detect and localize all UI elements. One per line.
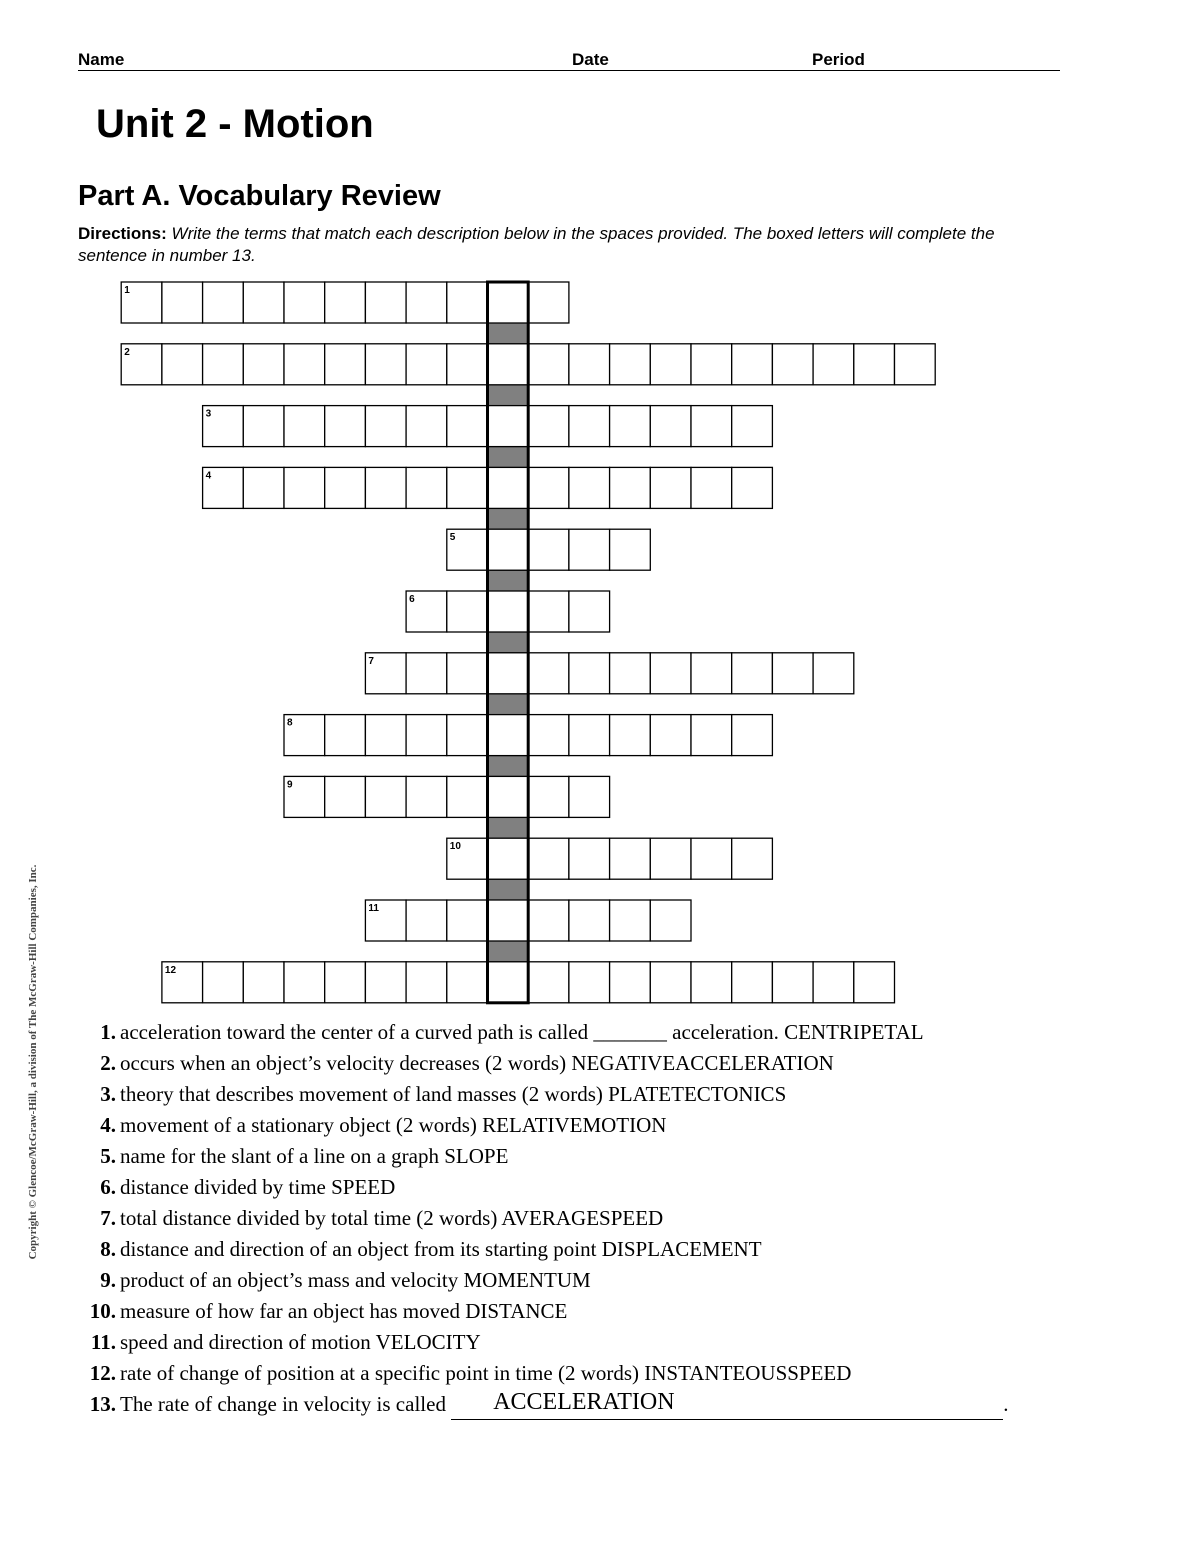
crossword-cell[interactable] <box>772 962 813 1003</box>
clue-item <box>78 1017 1008 1048</box>
crossword-cell[interactable] <box>406 344 447 385</box>
sentence-end: . <box>1003 1392 1009 1416</box>
crossword-cell[interactable] <box>569 962 610 1003</box>
clue-number: 9. <box>100 1268 116 1292</box>
clue-text: speed and direction of motion VELOCITY <box>120 1330 481 1354</box>
crossword-cell[interactable] <box>610 406 651 447</box>
crossword-cell[interactable] <box>732 344 773 385</box>
clue-number: 4. <box>100 1113 116 1137</box>
crossword-cell[interactable] <box>284 282 325 323</box>
crossword-cell[interactable] <box>447 282 488 323</box>
crossword-cell[interactable] <box>447 591 488 632</box>
section-title: Part A. Vocabulary Review <box>78 180 441 212</box>
crossword-cell[interactable] <box>406 962 447 1003</box>
clue-item <box>78 1172 1008 1203</box>
clue-number: 1. <box>100 1020 116 1044</box>
clue-number: 8. <box>100 1237 116 1261</box>
crossword-cell[interactable] <box>488 653 529 694</box>
crossword-cell[interactable] <box>895 344 936 385</box>
student-info-header <box>78 50 1060 71</box>
crossword-cell[interactable] <box>284 406 325 447</box>
shaded-connector <box>488 570 529 591</box>
clue-item <box>78 1110 1008 1141</box>
clue-text: occurs when an object’s velocity decreases (2 words) NEGATIVEACCELERATION <box>120 1051 834 1075</box>
crossword-cell[interactable] <box>406 282 447 323</box>
shaded-connector <box>488 323 529 344</box>
crossword-cell[interactable] <box>650 406 691 447</box>
cell-number: 2 <box>124 346 130 358</box>
crossword-cell[interactable] <box>406 900 447 941</box>
directions-text: Write the terms that match each description below in the spaces provided. The boxed letters will complete the sentence in number 13. <box>78 224 995 265</box>
shaded-connector <box>488 385 529 406</box>
crossword-cell[interactable] <box>528 962 569 1003</box>
crossword-cell[interactable] <box>488 715 529 756</box>
clue-text: measure of how far an object has moved DISTANCE <box>120 1299 568 1323</box>
crossword-cell[interactable] <box>650 653 691 694</box>
crossword-cell[interactable] <box>610 529 651 570</box>
crossword-cell[interactable] <box>732 406 773 447</box>
crossword-cell[interactable] <box>569 900 610 941</box>
crossword-cell[interactable] <box>650 962 691 1003</box>
clue-text: total distance divided by total time (2 words) AVERAGESPEED <box>120 1206 664 1230</box>
clue-item <box>78 1358 1008 1389</box>
clue-text: theory that describes movement of land masses (2 words) PLATETECTONICS <box>120 1082 787 1106</box>
crossword-cell[interactable] <box>406 653 447 694</box>
date-label: Date <box>572 50 609 69</box>
crossword-cell[interactable] <box>569 406 610 447</box>
crossword-cell[interactable] <box>243 406 284 447</box>
crossword-cell[interactable] <box>569 715 610 756</box>
clue-item <box>78 1203 1008 1234</box>
clue-number: 2. <box>100 1051 116 1075</box>
crossword-cell[interactable] <box>528 529 569 570</box>
crossword-cell[interactable] <box>854 962 895 1003</box>
shaded-connector <box>488 694 529 715</box>
crossword-cell[interactable] <box>691 653 732 694</box>
crossword-cell[interactable] <box>243 344 284 385</box>
clue-number: 10. <box>89 1299 116 1323</box>
crossword-cell[interactable] <box>447 776 488 817</box>
cell-number: 4 <box>205 470 212 482</box>
crossword-cell[interactable] <box>447 406 488 447</box>
cell-number: 9 <box>287 779 293 791</box>
crossword-cell[interactable] <box>569 591 610 632</box>
crossword-cell[interactable] <box>325 962 366 1003</box>
crossword-cell[interactable] <box>528 282 569 323</box>
crossword-cell[interactable] <box>447 653 488 694</box>
crossword-cell[interactable] <box>569 529 610 570</box>
clue-item <box>78 1048 1008 1079</box>
crossword-cell[interactable] <box>325 282 366 323</box>
crossword-cell[interactable] <box>610 715 651 756</box>
directions-label: Directions: <box>78 224 167 243</box>
cell-number: 5 <box>449 532 456 544</box>
crossword-cell[interactable] <box>650 838 691 879</box>
crossword-cell[interactable] <box>488 962 529 1003</box>
crossword-cell[interactable] <box>569 776 610 817</box>
crossword-cell[interactable] <box>406 715 447 756</box>
crossword-cell[interactable] <box>284 962 325 1003</box>
crossword-cell[interactable] <box>813 653 854 694</box>
crossword-cell[interactable] <box>528 591 569 632</box>
clue-text: movement of a stationary object (2 words) RELATIVEMOTION <box>120 1113 667 1137</box>
crossword-cell[interactable] <box>488 591 529 632</box>
shaded-connector <box>488 447 529 468</box>
crossword-cell[interactable] <box>650 900 691 941</box>
crossword-cell[interactable] <box>162 282 203 323</box>
crossword-cell[interactable] <box>732 715 773 756</box>
clue-list <box>78 1017 1008 1420</box>
cell-number: 8 <box>287 717 293 729</box>
crossword-cell[interactable] <box>569 344 610 385</box>
clue-number: 3. <box>100 1082 116 1106</box>
shaded-connector <box>488 756 529 777</box>
clue-item <box>78 1327 1008 1358</box>
clue-number: 13. <box>89 1392 116 1416</box>
cell-number: 3 <box>205 408 212 420</box>
crossword-cell[interactable] <box>325 344 366 385</box>
clue-text: distance and direction of an object from its starting point DISPLACEMENT <box>120 1237 762 1261</box>
crossword-cell[interactable] <box>243 962 284 1003</box>
crossword-cell[interactable] <box>447 900 488 941</box>
clue-text: name for the slant of a line on a graph SLOPE <box>120 1144 509 1168</box>
crossword-cell[interactable] <box>528 406 569 447</box>
crossword-cell[interactable] <box>528 838 569 879</box>
crossword-cell[interactable] <box>569 653 610 694</box>
shaded-connector <box>488 817 529 838</box>
crossword-cell[interactable] <box>610 344 651 385</box>
clue-number: 5. <box>100 1144 116 1168</box>
crossword-cell[interactable] <box>691 344 732 385</box>
clue-number: 6. <box>100 1175 116 1199</box>
crossword-cell[interactable] <box>447 467 488 508</box>
clue-number: 11. <box>90 1330 116 1354</box>
crossword-cell[interactable] <box>650 467 691 508</box>
period-label: Period <box>812 50 865 69</box>
clue-text: acceleration toward the center of a curved path is called _______ acceleration. CENTRIPETAL <box>120 1020 924 1044</box>
crossword-cell[interactable] <box>610 962 651 1003</box>
crossword-cell[interactable] <box>488 776 529 817</box>
crossword-cell[interactable] <box>365 406 406 447</box>
crossword-cell[interactable] <box>406 406 447 447</box>
crossword-cell[interactable] <box>365 715 406 756</box>
crossword-cell[interactable] <box>488 282 529 323</box>
clue-item-13 <box>78 1389 1008 1420</box>
crossword-cell[interactable] <box>528 344 569 385</box>
crossword-cell[interactable] <box>365 776 406 817</box>
crossword-cell[interactable] <box>243 282 284 323</box>
crossword-cell[interactable] <box>691 715 732 756</box>
crossword-cell[interactable] <box>488 344 529 385</box>
shaded-connector <box>488 632 529 653</box>
shaded-connector <box>488 941 529 962</box>
crossword-cell[interactable] <box>772 653 813 694</box>
directions <box>78 223 1058 267</box>
answer-blank[interactable] <box>451 1389 1003 1420</box>
crossword-cell[interactable] <box>854 344 895 385</box>
shaded-connector <box>488 508 529 529</box>
crossword-cell[interactable] <box>569 838 610 879</box>
clue-number: 7. <box>100 1206 116 1230</box>
crossword-cell[interactable] <box>528 467 569 508</box>
clue-text: rate of change of position at a specific point in time (2 words) INSTANTEOUSSPEED <box>120 1361 852 1385</box>
crossword-cell[interactable] <box>610 467 651 508</box>
cell-number: 7 <box>368 655 374 667</box>
crossword-cell[interactable] <box>732 962 773 1003</box>
crossword-cell[interactable] <box>488 406 529 447</box>
crossword-cell[interactable] <box>488 467 529 508</box>
crossword-cell[interactable] <box>772 344 813 385</box>
crossword-cell[interactable] <box>447 715 488 756</box>
crossword-cell[interactable] <box>325 406 366 447</box>
crossword-cell[interactable] <box>691 406 732 447</box>
cell-number: 10 <box>449 841 461 853</box>
crossword-cell[interactable] <box>243 467 284 508</box>
crossword-cell[interactable] <box>528 776 569 817</box>
clue-text: The rate of change in velocity is called <box>120 1392 452 1416</box>
crossword-cell[interactable] <box>610 900 651 941</box>
crossword-cell[interactable] <box>447 962 488 1003</box>
crossword-cell[interactable] <box>488 900 529 941</box>
copyright-notice: Copyright © Glencoe/McGraw-Hill, a division of The McGraw-Hill Companies, Inc. <box>27 864 39 1260</box>
name-label: Name <box>78 50 125 69</box>
crossword-cell[interactable] <box>203 962 244 1003</box>
clue-item <box>78 1296 1008 1327</box>
crossword-cell[interactable] <box>691 838 732 879</box>
crossword-cell[interactable] <box>691 467 732 508</box>
cell-number: 12 <box>164 964 177 976</box>
answer-text: ACCELERATION <box>493 1389 675 1415</box>
crossword-cell[interactable] <box>365 467 406 508</box>
crossword-cell[interactable] <box>203 282 244 323</box>
clue-number: 12. <box>89 1361 116 1385</box>
crossword-cell[interactable] <box>569 467 610 508</box>
clue-text: distance divided by time SPEED <box>120 1175 396 1199</box>
shaded-connector <box>488 879 529 900</box>
crossword-cell[interactable] <box>732 838 773 879</box>
crossword-cell[interactable] <box>813 344 854 385</box>
crossword-cell[interactable] <box>325 715 366 756</box>
crossword-cell[interactable] <box>610 838 651 879</box>
cell-number: 1 <box>124 285 130 296</box>
crossword-cell[interactable] <box>650 715 691 756</box>
crossword-cell[interactable] <box>528 715 569 756</box>
crossword-cell[interactable] <box>488 529 529 570</box>
crossword-cell[interactable] <box>813 962 854 1003</box>
crossword-cell[interactable] <box>528 900 569 941</box>
crossword-cell[interactable] <box>365 344 406 385</box>
crossword-cell[interactable] <box>284 344 325 385</box>
crossword-cell[interactable] <box>284 467 325 508</box>
crossword-cell[interactable] <box>325 776 366 817</box>
crossword-cell[interactable] <box>162 344 203 385</box>
crossword-cell[interactable] <box>447 344 488 385</box>
clue-item <box>78 1141 1008 1172</box>
page-title: Unit 2 - Motion <box>96 102 374 146</box>
cell-number: 6 <box>409 594 415 605</box>
crossword-cell[interactable] <box>732 653 773 694</box>
crossword-cell[interactable] <box>650 344 691 385</box>
crossword-cell[interactable] <box>365 282 406 323</box>
clue-text: product of an object’s mass and velocity MOMENTUM <box>120 1268 591 1292</box>
clue-item <box>78 1234 1008 1265</box>
crossword-cell[interactable] <box>732 467 773 508</box>
crossword-cell[interactable] <box>528 653 569 694</box>
crossword-cell[interactable] <box>325 467 366 508</box>
crossword-cell[interactable] <box>406 467 447 508</box>
crossword-cell[interactable] <box>610 653 651 694</box>
crossword-cell[interactable] <box>203 344 244 385</box>
crossword-cell[interactable] <box>406 776 447 817</box>
crossword-cell[interactable] <box>691 962 732 1003</box>
crossword-cell[interactable] <box>488 838 529 879</box>
clue-item <box>78 1079 1008 1110</box>
clue-item <box>78 1265 1008 1296</box>
crossword-cell[interactable] <box>365 962 406 1003</box>
cell-number: 11 <box>368 903 379 914</box>
